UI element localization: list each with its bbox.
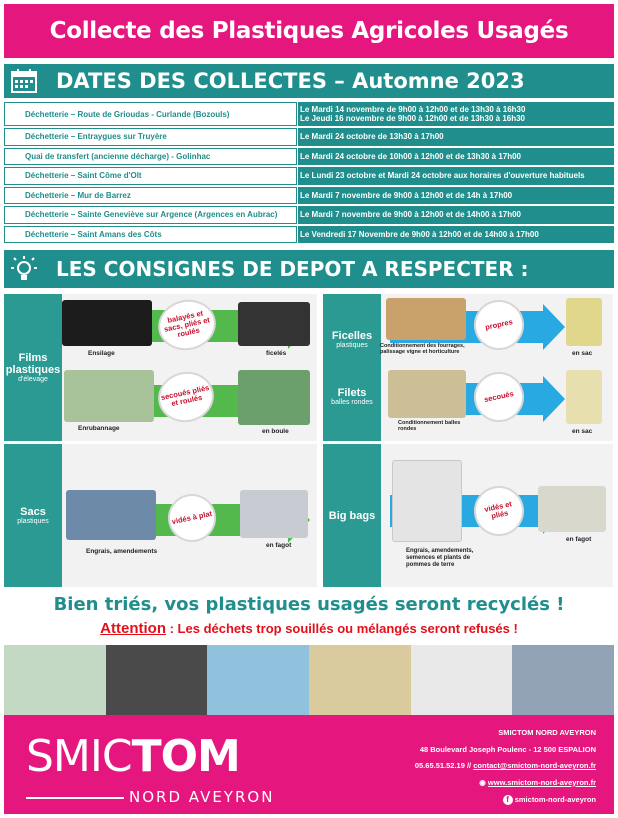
- website-link[interactable]: www.smictom-nord-aveyron.fr: [487, 777, 596, 787]
- schedule-table: [4, 102, 614, 245]
- ficelles-result: en sac: [572, 350, 593, 357]
- films-subtitle2: d'élevage: [18, 376, 48, 383]
- schedule-date: Le Lundi 23 octobre et Mardi 24 octobre aux horaires d'ouverture habituels: [300, 171, 585, 181]
- globe-icon: ◉: [479, 777, 488, 787]
- schedule-location: Quai de transfert (ancienne décharge) - Golinhac: [4, 148, 297, 166]
- bigbags-result: en fagot: [566, 536, 592, 543]
- warning-word: Attention: [100, 620, 166, 637]
- rules-title: LES CONSIGNES DE DEPOT A RESPECTER :: [56, 257, 529, 281]
- schedule-location: Déchetterie – Saint Côme d'Olt: [4, 167, 297, 185]
- facebook-link[interactable]: smictom-nord-aveyron: [514, 795, 596, 804]
- schedule-row: [4, 167, 614, 185]
- sacs-result: en fagot: [266, 542, 292, 549]
- ficelles-photo: [386, 298, 466, 340]
- filets-sticker: secoués: [469, 367, 528, 426]
- filets-sac-photo: [566, 370, 602, 424]
- schedule-date: Le Mardi 24 octobre de 13h30 à 17h00: [300, 132, 444, 142]
- strip-photo: [4, 645, 106, 715]
- filets-subtitle: balles rondes: [331, 398, 373, 406]
- ficelles-caption: Conditionnement des fourrages, palissage vigne et horticulture: [380, 343, 465, 356]
- schedule-dates: [298, 226, 614, 244]
- filets-caption: Conditionnement balles rondes: [398, 420, 461, 433]
- ensilage-sticker: balayés et sacs, pliés et roulés: [153, 295, 220, 356]
- schedule-dates: [298, 206, 614, 224]
- schedule-date: Le Mardi 7 novembre de 9h00 à 12h00 et de 14h à 17h00: [300, 190, 513, 200]
- schedule-row: [4, 226, 614, 244]
- rules-band: [4, 250, 614, 288]
- filets-title: Filets: [337, 386, 367, 399]
- logo-bold: TOM: [131, 731, 240, 782]
- strip-photo: [512, 645, 614, 715]
- enrubannage-photo: [64, 370, 154, 422]
- enrubannage-label: Enrubannage: [78, 425, 120, 432]
- sacs-title: Sacs: [20, 506, 46, 518]
- filets-photo: [388, 370, 466, 418]
- warning: [0, 620, 618, 637]
- footer: [4, 715, 614, 814]
- contact-block: [415, 729, 596, 814]
- schedule-row: [4, 187, 614, 205]
- ensilage-label: Ensilage: [88, 350, 115, 357]
- address: 48 Boulevard Joseph Poulenc - 12 500 ESPALION: [419, 744, 596, 754]
- photo-strip: [4, 645, 614, 715]
- schedule-row: [4, 148, 614, 166]
- ficelles-title: Ficelles: [331, 329, 373, 342]
- strip-photo: [411, 645, 513, 715]
- warning-text: : Les déchets trop souillés ou mélangés seront refusés !: [166, 621, 518, 636]
- bigbags-label: [323, 444, 381, 587]
- website-row: [415, 779, 596, 787]
- schedule-location: Déchetterie – Saint Amans des Côts: [4, 226, 297, 244]
- bigbags-fagot-photo: [538, 486, 606, 532]
- page-title: Collecte des Plastiques Agricoles Usagés: [49, 18, 569, 44]
- schedule-row: [4, 128, 614, 146]
- bigbags-caption: Engrais, amendements, semences et plants de pommes de terre: [406, 548, 474, 568]
- schedule-location: Déchetterie – Route de Grioudas - Curlande (Bozouls): [4, 102, 297, 126]
- ficelles-subtitle: plastiques: [336, 341, 368, 349]
- ficeles-photo: [238, 302, 310, 346]
- schedule-row: [4, 206, 614, 224]
- bigbags-photo: [392, 460, 462, 542]
- schedule-date: Le Jeudi 16 novembre de 9h00 à 12h00 et de 13h30 à 16h30: [300, 114, 526, 123]
- films-label: [4, 294, 62, 441]
- schedule-location: Déchetterie – Mur de Barrez: [4, 187, 297, 205]
- ficelles-sticker: propres: [469, 295, 528, 354]
- dates-band: [4, 64, 614, 98]
- films-subtitle: plastiques: [5, 364, 61, 376]
- logo-underline: [26, 797, 124, 799]
- sacs-sticker: vidés à plat: [164, 490, 221, 547]
- schedule-date: Le Mardi 24 octobre de 10h00 à 12h00 et de 13h30 à 17h00: [300, 151, 521, 161]
- schedule-dates: [298, 148, 614, 166]
- smictom-logo: [26, 731, 240, 782]
- bigbags-title: Big bags: [328, 509, 376, 522]
- sacs-label: [4, 444, 62, 587]
- films-title: Films: [18, 352, 48, 364]
- phone: 05.65.51.52.19: [414, 761, 465, 770]
- ensilage-result: ficelés: [266, 350, 287, 357]
- schedule-location: Déchetterie – Entraygues sur Truyère: [4, 128, 297, 146]
- sacs-photo: [66, 490, 156, 540]
- phone-email: [415, 762, 596, 770]
- ficelles-sac-photo: [566, 298, 602, 346]
- schedule-date: Le Mardi 14 novembre de 9h00 à 12h00 et de 13h30 à 16h30: [300, 105, 526, 114]
- schedule-location: Déchetterie – Sainte Geneviève sur Argence (Argences en Aubrac): [4, 206, 297, 224]
- enrubannage-sticker: secoués pliés et roulés: [153, 367, 218, 428]
- schedule-date: Le Vendredi 17 Novembre de 9h00 à 12h00 et de 14h00 à 17h00: [300, 229, 539, 239]
- email-link[interactable]: contact@smictom-nord-aveyron.fr: [473, 761, 596, 770]
- strip-photo: [309, 645, 411, 715]
- filets-result: en sac: [572, 428, 593, 435]
- fagot-photo: [240, 490, 308, 538]
- schedule-row: [4, 102, 614, 126]
- lightbulb-icon: [4, 251, 44, 287]
- ficelles-label: [323, 294, 381, 441]
- logo-light: SMIC: [26, 731, 132, 782]
- enrubannage-result: en boule: [262, 428, 289, 435]
- ensilage-photo: [62, 300, 152, 346]
- strip-photo: [106, 645, 208, 715]
- schedule-dates: [298, 128, 614, 146]
- schedule-dates: [298, 167, 614, 185]
- org-name: SMICTOM NORD AVEYRON: [498, 728, 596, 737]
- header-bar: [4, 4, 614, 58]
- slogan: Bien triés, vos plastiques usagés seront recyclés !: [53, 594, 565, 615]
- logo-subtitle: NORD AVEYRON: [129, 788, 275, 806]
- schedule-dates: [298, 187, 614, 205]
- boule-photo: [238, 370, 310, 425]
- sacs-caption: Engrais, amendements: [86, 548, 158, 555]
- sacs-subtitle: plastiques: [17, 518, 49, 525]
- schedule-date: Le Mardi 7 novembre de 9h00 à 12h00 et de 14h00 à 17h00: [300, 210, 521, 220]
- facebook-row: [415, 795, 596, 805]
- strip-photo: [207, 645, 309, 715]
- schedule-dates: [298, 102, 614, 126]
- separator: //: [464, 761, 474, 770]
- dates-title: DATES DES COLLECTES – Automne 2023: [56, 69, 525, 93]
- facebook-icon: f: [503, 795, 513, 805]
- calendar-icon: [4, 63, 44, 99]
- bigbags-sticker: vidés et pliés: [469, 481, 528, 540]
